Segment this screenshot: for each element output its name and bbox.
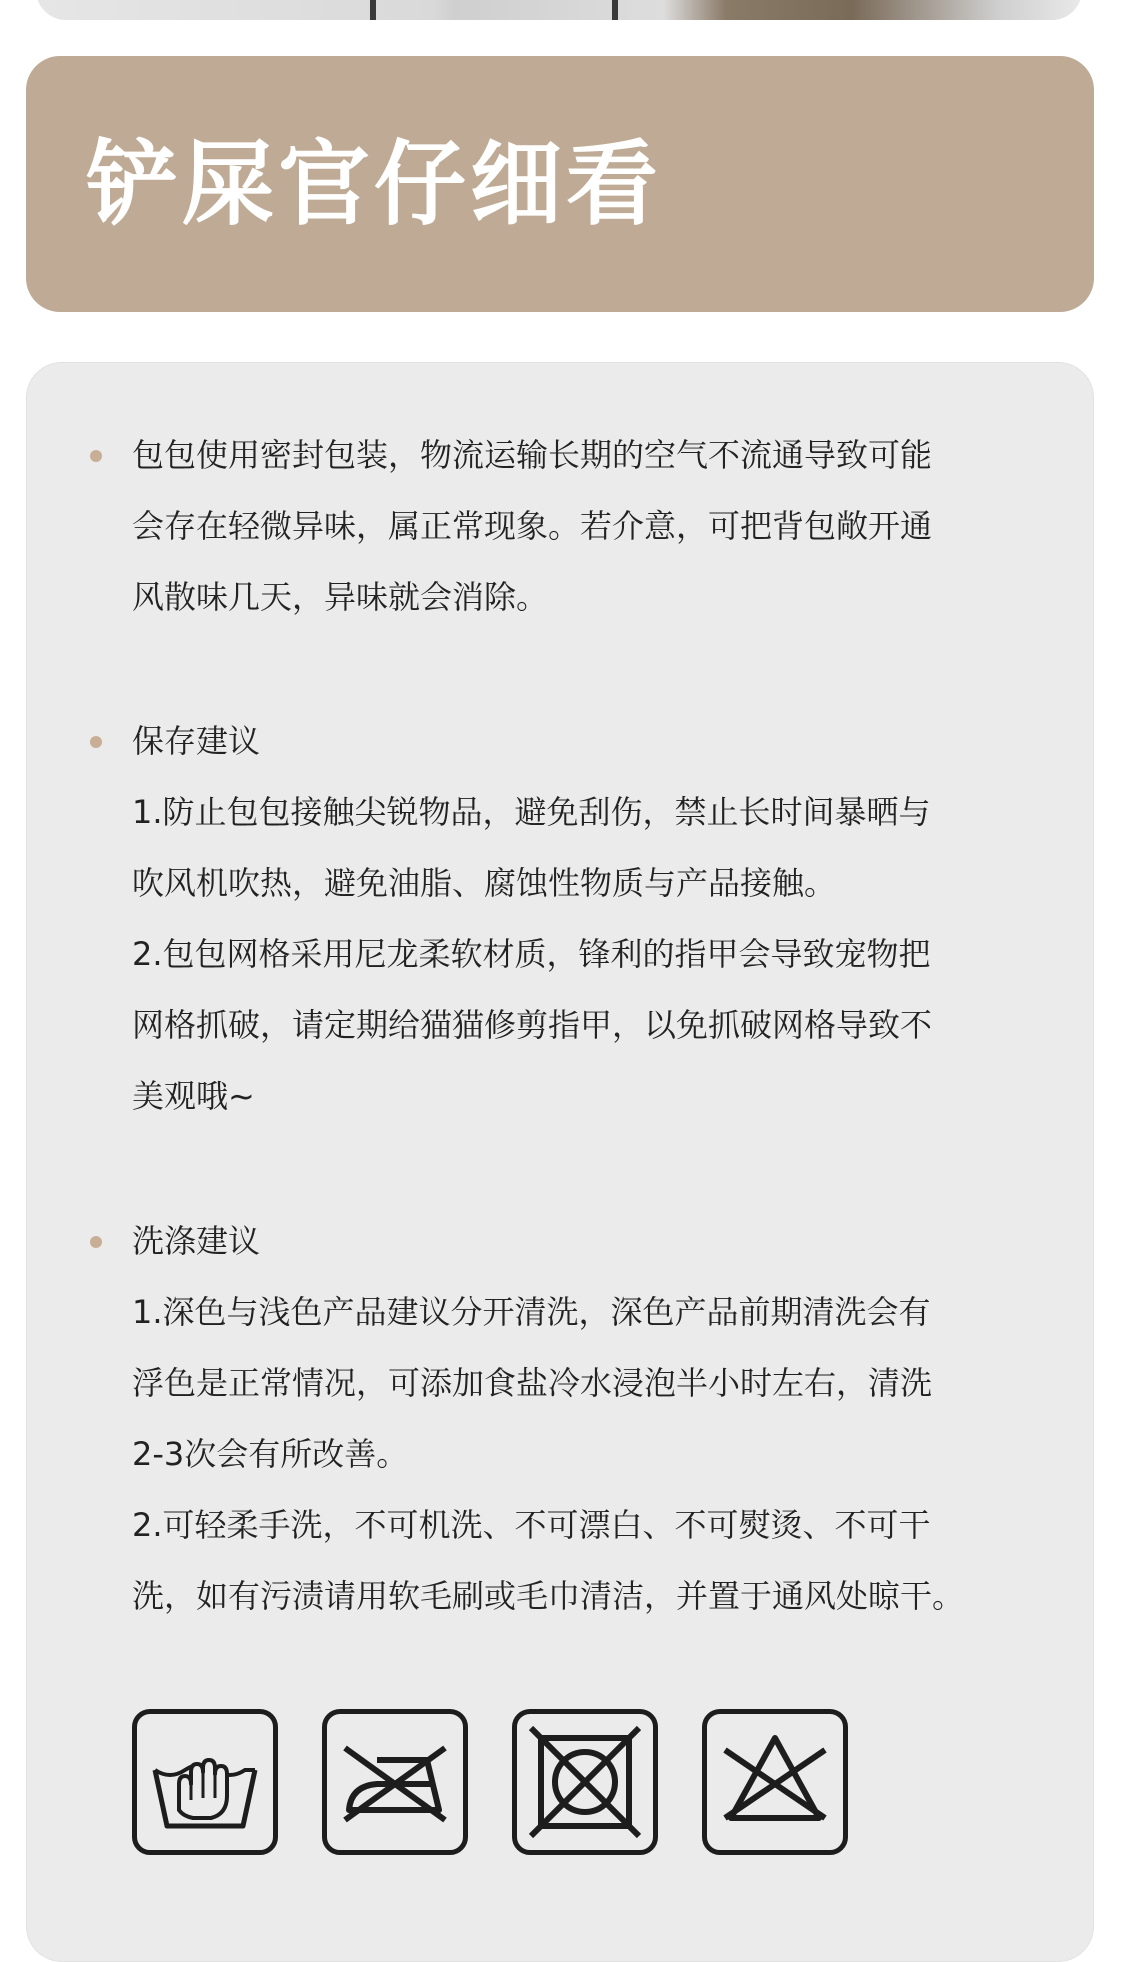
storage-line: 网格抓破，请定期给猫猫修剪指甲，以免抓破网格导致不 xyxy=(132,1006,933,1044)
storage-line: 吹风机吹热，避免油脂、腐蚀性物质与产品接触。 xyxy=(132,864,837,902)
washing-line: 浮色是正常情况，可添加食盐冷水浸泡半小时左右，清洗 xyxy=(132,1364,933,1402)
odor-line: 风散味几天，异味就会消除。 xyxy=(132,578,549,616)
do-not-tumble-dry-icon xyxy=(512,1709,658,1855)
hand-wash-icon xyxy=(132,1709,278,1855)
hand-wash-symbol xyxy=(137,1714,273,1850)
washing-line: 洗，如有污渍请用软毛刷或毛巾清洁，并置于通风处晾干。 xyxy=(132,1577,965,1615)
odor-line: 会存在轻微异味，属正常现象。若介意，可把背包敞开通 xyxy=(132,507,933,545)
storage-line: 2.包包网格采用尼龙柔软材质，锋利的指甲会导致宠物把 xyxy=(132,935,931,973)
storage-title: 保存建议 xyxy=(132,722,261,760)
banner-title: 铲屎官仔细看 xyxy=(86,131,663,238)
do-not-bleach-icon xyxy=(702,1709,848,1855)
washing-line: 1.深色与浅色产品建议分开清洗，深色产品前期清洗会有 xyxy=(132,1293,931,1331)
header-banner xyxy=(26,56,1094,312)
washing-line: 2-3次会有所改善。 xyxy=(132,1435,409,1473)
do-not-iron-symbol xyxy=(327,1714,463,1850)
washing-title: 洗涤建议 xyxy=(132,1222,261,1260)
do-not-bleach-symbol xyxy=(707,1714,843,1850)
photo-seam xyxy=(370,0,376,20)
odor-line: 包包使用密封包装，物流运输长期的空气不流通导致可能 xyxy=(132,436,933,474)
do-not-tumble-dry-symbol xyxy=(517,1714,653,1850)
storage-line: 美观哦~ xyxy=(132,1077,255,1115)
storage-line: 1.防止包包接触尖锐物品，避免刮伤，禁止长时间暴晒与 xyxy=(132,793,931,831)
washing-line: 2.可轻柔手洗，不可机洗、不可漂白、不可熨烫、不可干 xyxy=(132,1506,931,1544)
care-symbols-row xyxy=(132,1709,932,1859)
photo-seam xyxy=(612,0,618,20)
care-symbols-layer xyxy=(26,362,1094,1920)
do-not-iron-icon xyxy=(322,1709,468,1855)
top-product-photo xyxy=(36,0,1082,20)
